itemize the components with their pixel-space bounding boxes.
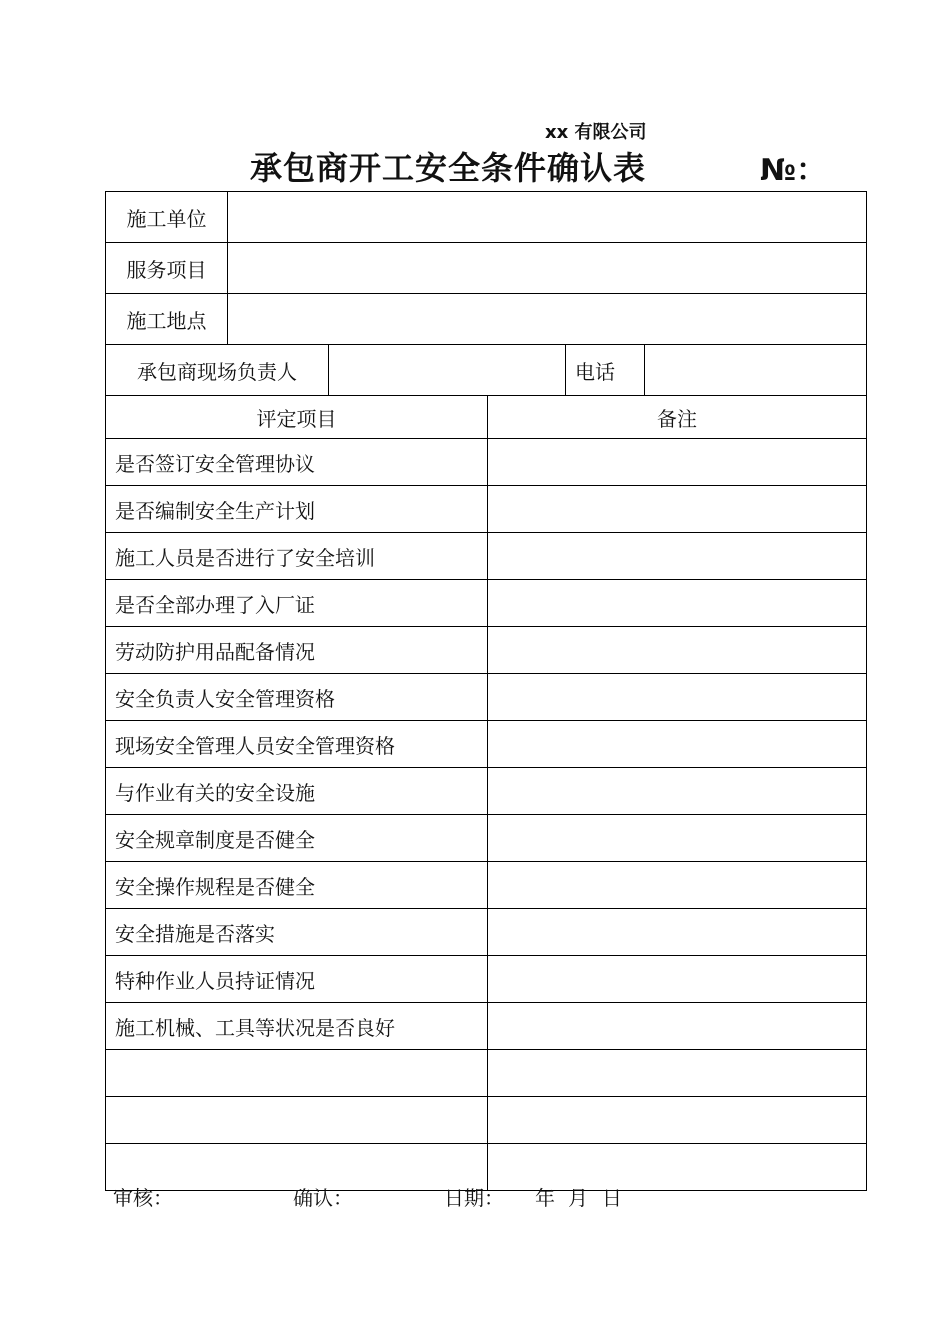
- evaluation-row: [105, 768, 867, 815]
- evaluation-item: 安全操作规程是否健全: [115, 874, 315, 899]
- evaluation-row: [105, 533, 867, 580]
- evaluation-item: 现场安全管理人员安全管理资格: [115, 733, 395, 758]
- evaluation-item: 与作业有关的安全设施: [115, 780, 315, 805]
- service-row: [105, 243, 867, 294]
- phone-field[interactable]: [644, 345, 866, 395]
- remark-field[interactable]: [487, 486, 866, 532]
- remark-field[interactable]: [487, 815, 866, 861]
- confirm-label: 确认：: [293, 1186, 353, 1210]
- location-field[interactable]: [227, 294, 866, 344]
- evaluation-item: 是否签订安全管理协议: [115, 451, 315, 476]
- evaluation-item-header: 评定项目: [256, 406, 337, 431]
- phone-label: 电话: [565, 345, 644, 395]
- year-label: 年: [535, 1186, 555, 1210]
- location-row: [105, 294, 867, 345]
- evaluation-row: [105, 956, 867, 1003]
- manager-row: [105, 345, 867, 396]
- evaluation-item: 安全措施是否落实: [115, 921, 275, 946]
- evaluation-row: [105, 862, 867, 909]
- service-field[interactable]: [227, 243, 866, 293]
- remark-field[interactable]: [487, 1003, 866, 1049]
- evaluation-header: [105, 396, 867, 439]
- form-table: [105, 191, 867, 1191]
- evaluation-item: 施工人员是否进行了安全培训: [115, 545, 375, 570]
- evaluation-row: [105, 486, 867, 533]
- day-label: 日: [602, 1186, 622, 1210]
- form-title: 承包商开工安全条件确认表: [250, 149, 647, 187]
- evaluation-item: 特种作业人员持证情况: [115, 968, 315, 993]
- remark-field[interactable]: [487, 674, 866, 720]
- manager-field[interactable]: [328, 345, 565, 395]
- evaluation-item: [106, 1050, 487, 1096]
- evaluation-item: 安全规章制度是否健全: [115, 827, 315, 852]
- review-label: 审核：: [113, 1186, 173, 1210]
- evaluation-item: 是否全部办理了入厂证: [115, 592, 315, 617]
- remark-field[interactable]: [487, 580, 866, 626]
- remark-field[interactable]: [487, 909, 866, 955]
- service-label: 服务项目: [126, 257, 207, 282]
- evaluation-item: 施工机械、工具等状况是否良好: [115, 1015, 395, 1040]
- remark-field[interactable]: [487, 533, 866, 579]
- remark-field[interactable]: [487, 956, 866, 1002]
- manager-label: 承包商现场负责人: [137, 359, 297, 384]
- remark-field[interactable]: [487, 439, 866, 485]
- company-name: xx 有限公司: [545, 122, 647, 143]
- remark-header: 备注: [487, 396, 866, 438]
- evaluation-row: [105, 1050, 867, 1097]
- unit-field[interactable]: [227, 192, 866, 242]
- month-label: 月: [568, 1186, 588, 1210]
- remark-field[interactable]: [487, 1097, 866, 1143]
- evaluation-row: [105, 627, 867, 674]
- evaluation-row: [105, 815, 867, 862]
- evaluation-row: [105, 580, 867, 627]
- date-label: 日期：: [444, 1186, 504, 1210]
- remark-field[interactable]: [487, 768, 866, 814]
- evaluation-row: [105, 439, 867, 486]
- evaluation-row: [105, 674, 867, 721]
- evaluation-row: [105, 721, 867, 768]
- location-label: 施工地点: [126, 308, 207, 333]
- evaluation-item: [106, 1097, 487, 1143]
- remark-field[interactable]: [487, 627, 866, 673]
- remark-field[interactable]: [487, 721, 866, 767]
- evaluation-row: [105, 909, 867, 956]
- evaluation-item: 安全负责人安全管理资格: [115, 686, 335, 711]
- remark-field[interactable]: [487, 1050, 866, 1096]
- evaluation-row: [105, 1003, 867, 1050]
- unit-label: 施工单位: [126, 206, 207, 231]
- number-label: №：: [760, 153, 827, 188]
- evaluation-rows: [105, 439, 867, 1191]
- evaluation-item: 劳动防护用品配备情况: [115, 639, 315, 664]
- remark-field[interactable]: [487, 862, 866, 908]
- unit-row: [105, 191, 867, 243]
- evaluation-item: 是否编制安全生产计划: [115, 498, 315, 523]
- evaluation-row: [105, 1097, 867, 1144]
